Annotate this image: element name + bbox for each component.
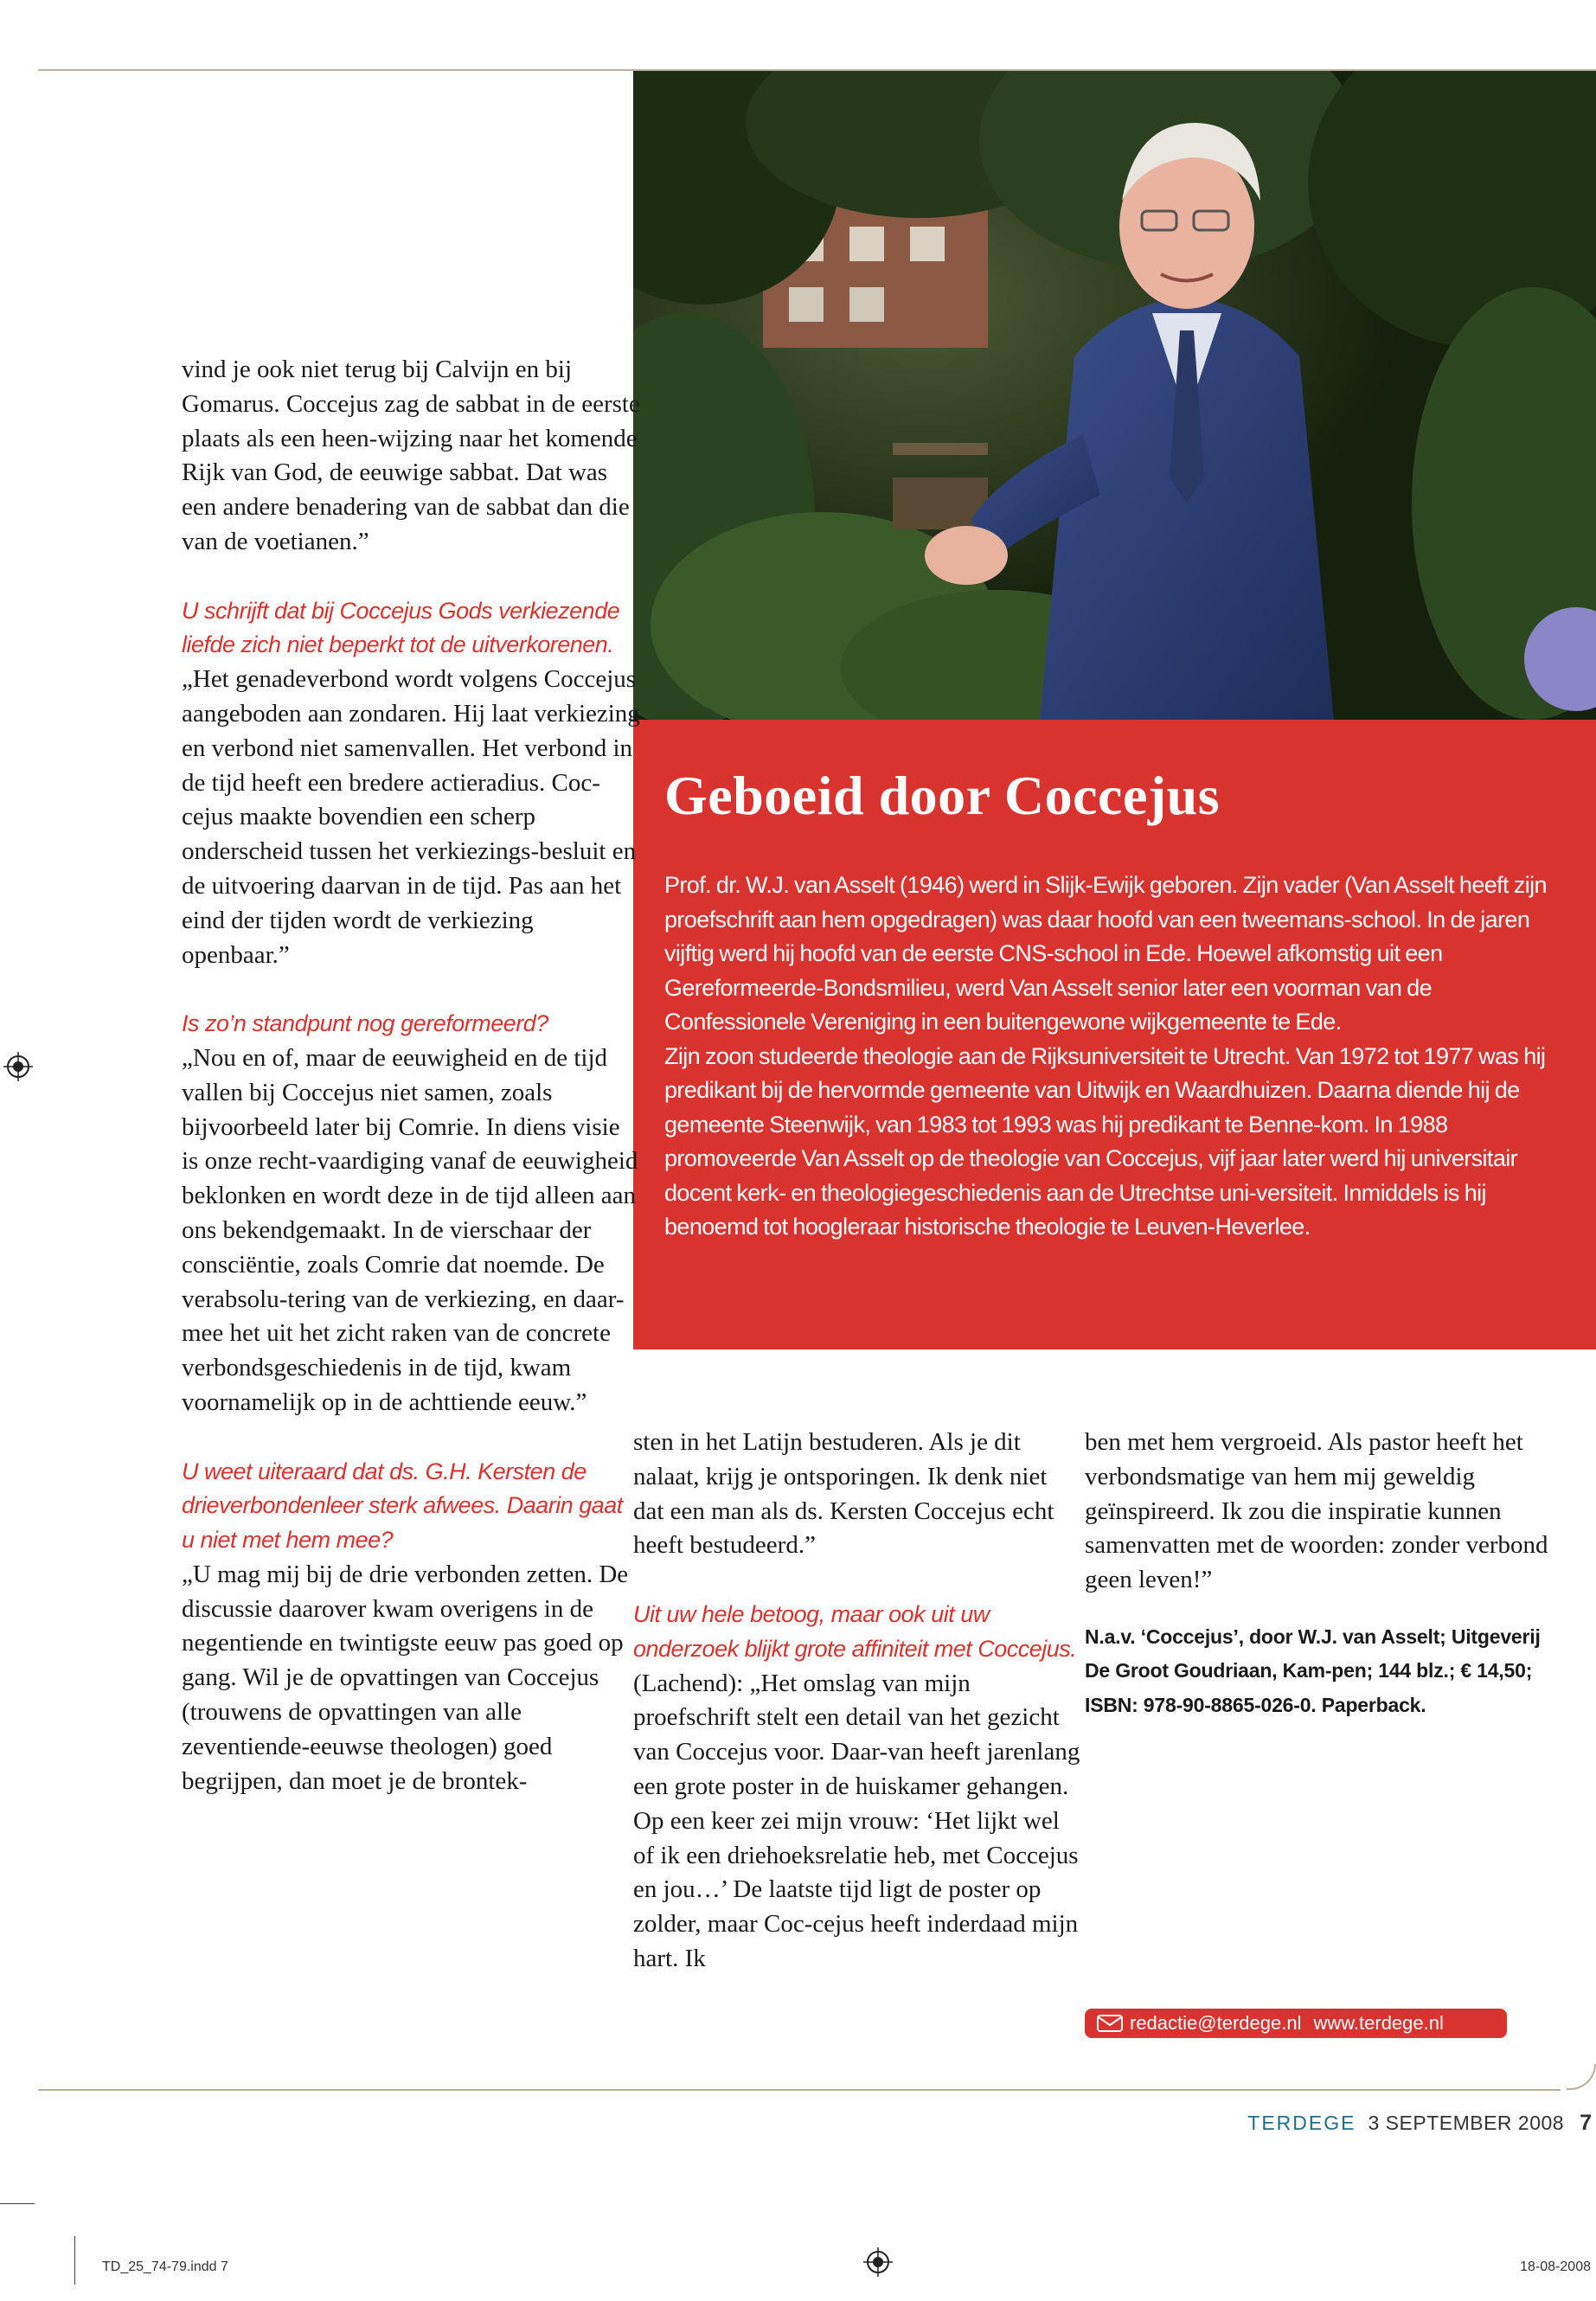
envelope-icon <box>1097 2015 1123 2032</box>
registration-mark-icon <box>3 1052 33 1081</box>
body-column-3 <box>1085 1426 1552 1722</box>
book-note: N.a.v. ‘Coccejus’, door W.J. van Asselt; Uitgeverij De Groot Goudriaan, Kam-pen; 144 blz.; € 14,50; ISBN: 978-90-8865-026-0. Paperback. <box>1085 1625 1541 1716</box>
body-column-1 <box>182 353 640 1798</box>
interview-question: Uit uw hele betoog, maar ook uit uw onderzoek blijkt grote affiniteit met Coccejus. <box>633 1600 1077 1662</box>
bottom-rule <box>38 2089 1561 2091</box>
body-paragraph: ben met hem vergroeid. Als pastor heeft het verbondsmatige van hem mij geweldig geïnspireerd. Ik zou die inspiratie kunnen samenvatten met de woorden: zonder verbond geen leven!” <box>1085 1428 1548 1594</box>
interview-answer: „Het genadeverbond wordt volgens Coccejus aangeboden aan zondaren. Hij laat verkiezing en verbond niet samenvallen. Het verbond in de tijd heeft een bredere actieradius. Coc-cejus maakte bovendien een scherp onderscheid tussen het verkiezings-besluit en de uitvoering daarvan in de tijd. Pas aan het eind der tijden wordt de verkiezing openbaar.” <box>182 665 640 969</box>
registration-mark-icon <box>863 2247 893 2277</box>
interview-question: U weet uiteraard dat ds. G.H. Kersten de drieverbondenleer sterk afwees. Daarin gaat u niet met hem mee? <box>182 1458 623 1554</box>
intro-paragraph: Zijn zoon studeerde theologie aan de Rijksuniversiteit te Utrecht. Van 1972 tot 1977 was hij predikant bij de hervormde gemeente van Uitwijk en Waardhuizen. Daarna diende hij de gemeente Steenwijk, van 1983 tot 1993 was hij predikant te Benne-kom. In 1988 promoveerde Van Asselt op de theologie van Coccejus, vijf jaar later werd hij universitair docent kerk- en theologiegeschiedenis aan de Utrechtse uni-versiteit. Inmiddels is hij benoemd tot hoogleraar historische theologie te Leuven-Heverlee. <box>664 1042 1546 1240</box>
slug-filename: TD_25_74-79.indd 7 <box>102 2259 228 2274</box>
contact-bar <box>1085 2009 1507 2038</box>
interview-answer: „U mag mij bij de drie verbonden zetten. De discussie daarover kwam overigens in de negentiende en twintigste eeuw pas goed op gang. Wil je de opvattingen van Coccejus (trouwens de opvattingen van alle zeventiende-eeuwse theologen) goed begrijpen, dan moet je de brontek- <box>182 1560 629 1795</box>
interview-answer: (Lachend): „Het omslag van mijn proefschrift stelt een detail van het gezicht van Coccejus voor. Daar-van heeft jarenlang een grote poster in de huiskamer gehangen. Op een keer zei mijn vrouw: ‘Het lijkt wel of ik een driehoeksrelatie heb, met Coccejus en jou…’ De laatste tijd ligt de poster op zolder, maar Coc-cejus heeft inderdaad mijn hart. Ik <box>633 1669 1080 1972</box>
page-number: 7 <box>1580 2111 1593 2135</box>
issue-date: 3 SEPTEMBER 2008 <box>1368 2112 1565 2134</box>
portrait-photo <box>633 71 1596 720</box>
portrait-photo-illustration <box>633 71 1596 720</box>
interview-answer: „Nou en of, maar de eeuwigheid en de tijd vallen bij Coccejus niet samen, zoals bijvoorbeeld later bij Comrie. In diens visie is onze recht-vaardiging vanaf de eeuwigheid beklonken en wordt deze in de tijd alleen aan ons bekendgemaakt. In de vierschaar der consciëntie, zoals Comrie dat noemde. De verabsolu-tering van de verkiezing, en daar-mee het uit het zicht raken van de concrete verbondsgeschiedenis in de tijd, kwam voornamelijk op in de achttiende eeuw.” <box>182 1043 638 1416</box>
contact-website-link[interactable]: www.terdege.nl <box>1313 2012 1444 2034</box>
intro-box <box>633 720 1596 1349</box>
body-paragraph: vind je ook niet terug bij Calvijn en bij Gomarus. Coccejus zag de sabbat in de eerste plaats als een heen-wijzing naar het komende Rijk van God, de eeuwige sabbat. Dat was een andere benadering van de sabbat dan die van de voetianen.” <box>182 356 640 555</box>
page-footer <box>1247 2111 1593 2136</box>
bottom-rule-corner <box>1567 2064 1596 2090</box>
slug-date: 18-08-2008 <box>1520 2259 1591 2274</box>
contact-email-link[interactable]: redactie@terdege.nl <box>1130 2012 1302 2034</box>
crop-mark <box>0 2203 35 2204</box>
interview-question: U schrijft dat bij Coccejus Gods verkiezende liefde zich niet beperkt tot de uitverkorenen. <box>182 597 620 658</box>
body-column-2 <box>633 1426 1083 1977</box>
interview-question: Is zo’n standpunt nog gereformeerd? <box>182 1010 548 1037</box>
magazine-name: TERDEGE <box>1247 2112 1356 2134</box>
article-headline: Geboeid door Coccejus <box>664 765 1221 826</box>
crop-mark <box>74 2236 75 2285</box>
intro-paragraph: Prof. dr. W.J. van Asselt (1946) werd in Slijk-Ewijk geboren. Zijn vader (Van Asselt heeft zijn proefschrift aan hem opgedragen) was daar hoofd van een tweemans-school. In de jaren vijftig werd hij hoofd van de eerste CNS-school in Ede. Hoewel afkomstig uit een Gereformeerde-Bondsmilieu, werd Van Asselt senior later een voorman van de Confessionele Vereniging in een buitengewone wijkgemeente te Ede. <box>664 872 1547 1035</box>
body-paragraph: sten in het Latijn bestuderen. Als je dit nalaat, krijg je ontsporingen. Ik denk niet dat een man als ds. Kersten Coccejus echt heeft bestudeerd.” <box>633 1428 1054 1560</box>
